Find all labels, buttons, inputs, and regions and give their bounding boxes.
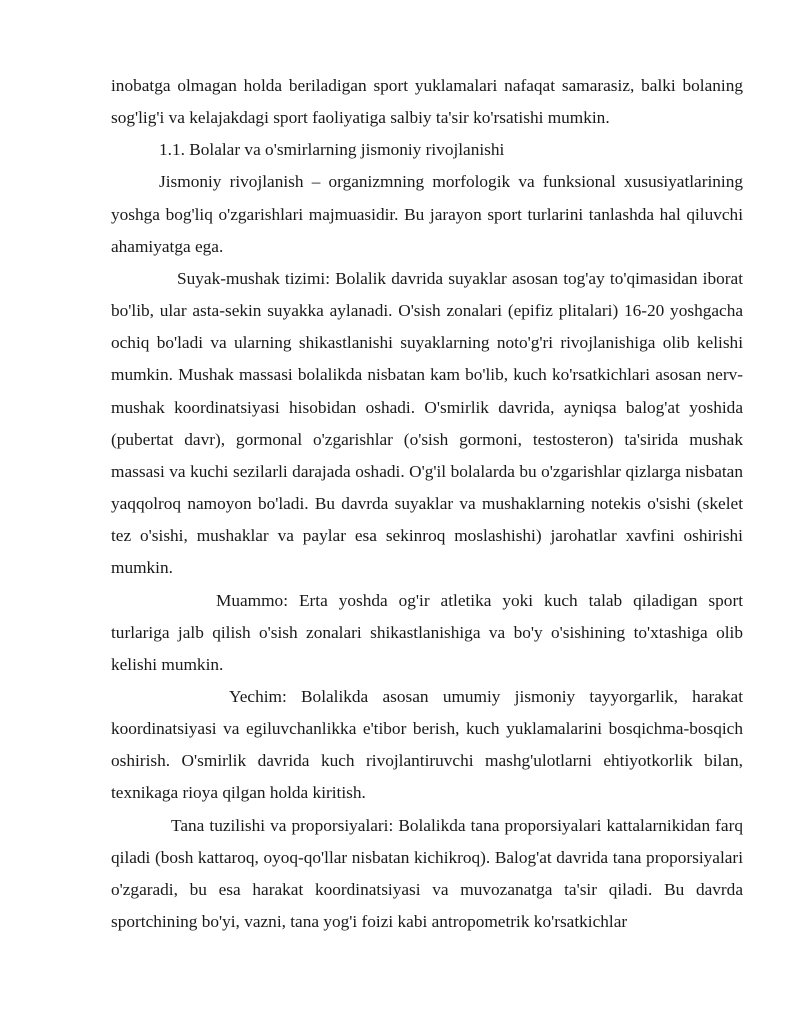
paragraph-definition: Jismoniy rivojlanish – organizmning morfologik va funksional xususiyatlarining yoshga bog'liq o'zgarishlari majmuasidir. Bu jarayon sport turlarini tanlashda hal qiluvchi ahamiyatga ega. [111,172,743,256]
paragraph-problem: Muammo: Erta yoshda og'ir atletika yoki kuch talab qiladigan sport turlariga jalb qilish o'sish zonalari shikastlanishiga va bo'y o'sishining to'xtashiga olib kelishi mumkin. [111,590,743,674]
paragraph-solution: Yechim: Bolalikda asosan umumiy jismoniy tayyorgarlik, harakat koordinatsiyasi va egiluvchanlikka e'tibor berish, kuch yuklamalarini bosqichma-bosqich oshirish. O'smirlik davrida kuch rivojlantiruvchi mashg'ulotlarni ehtiyotkorlik bilan, texnikaga rioya qilgan holda kiritish. [111,686,743,803]
paragraph-body-proportions: Tana tuzilishi va proporsiyalari: Bolalikda tana proporsiyalari kattalarnikidan farq qiladi (bosh kattaroq, oyoq-qo'llar nisbatan kichikroq). Balog'at davrida tana proporsiyalari o'zgaradi, bu esa harakat koordinatsiyasi va muvozanatga ta'sir qiladi. Bu davrda sportchining bo'yi, vazni, tana yog'i foizi kabi antropometrik ko'rsatkichlar [111,815,743,932]
paragraph-musculoskeletal: Suyak-mushak tizimi: Bolalik davrida suyaklar asosan tog'ay to'qimasidan iborat bo'lib, ular asta-sekin suyakka aylanadi. O'sish zonalari (epifiz plitalari) 16-20 yoshgacha ochiq bo'ladi va ularning shikastlanishi suyaklarning noto'g'ri rivojlanishiga olib kelishi mumkin. Mushak massasi bolalikda nisbatan kam bo'lib, kuch ko'rsatkichlari asosan nerv-mushak koordinatsiyasi hisobidan oshadi. O'smirlik davrida, ayniqsa balog'at yoshida (pubertat davr), gormonal o'zgarishlar (o'sish gormoni, testosteron) ta'sirida mushak massasi va kuchi sezilarli darajada oshadi. O'g'il bolalarda bu o'zgarishlar qizlarga nisbatan yaqqolroq namoyon bo'ladi. Bu davrda suyaklar va mushaklarning notekis o'sishi (skelet tez o'sishi, mushaklar va paylar esa sekinroq moslashishi) jarohatlar xavfini oshirishi mumkin. [111,268,743,578]
section-heading: 1.1. Bolalar va o'smirlarning jismoniy rivojlanishi [159,140,505,160]
paragraph-intro-continuation: inobatga olmagan holda beriladigan sport yuklamalari nafaqat samarasiz, balki bolaning sog'lig'i va kelajakdagi sport faoliyatiga salbiy ta'sir ko'rsatishi mumkin. [111,76,743,128]
document-body [111,70,743,938]
